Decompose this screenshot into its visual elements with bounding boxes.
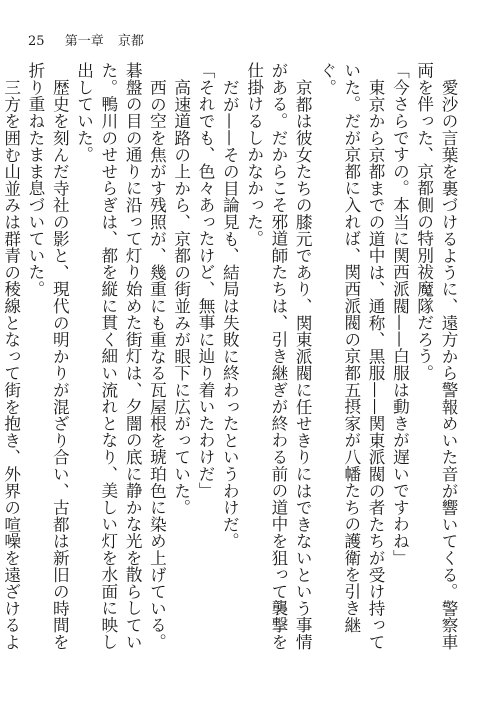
dialogue-line: 「今さらですの。本当に関西派閥——白服は動きが遅いですわね」	[390, 62, 410, 566]
paragraph: 愛沙の言葉を裏づけるように、遠方から警報めいた音が響いてくる。警察車両を伴った、京都側の特別祓魔隊だろう。	[414, 62, 458, 650]
paragraph: 歴史を刻んだ寺社の影と、現代の明かりが混ざり合い、古都は新旧の時間を折り重ねたまま息づいていた。	[25, 62, 70, 650]
dialogue-line: 「それでも、色々あったけど、無事に辿り着いたわけだ」	[196, 62, 216, 499]
paragraph: だが——その目論見も、結局は失敗に終わったというわけだ。	[220, 78, 240, 549]
paragraph: 東京から京都までの道中は、通称、黒服——関東派閥の者たちが受け持っていた。だが京都に入れば、関西派閥の京都五摂家が八幡たちの護衛を引き継ぐ。	[317, 62, 386, 650]
paragraph: 西の空を焦がす残照が、幾重にも重なる瓦屋根を琥珀色に染め上げている。碁盤の目の通りに沿って灯り始めた街灯は、夕闇の底に静かな光を散らしていた。鴨川のせせらぎは、都を縦に貫く細い流れとなり、美しい灯を水面に映し出していた。	[74, 62, 167, 650]
chapter-title: 京都	[117, 34, 144, 49]
page-number: 25	[28, 34, 45, 49]
paragraph: 高速道路の上から、京都の街並みが眼下に広がっていた。	[171, 78, 191, 516]
paragraph: 三方を囲む山並みは群青の稜線となって街を抱き、外界の喧噪を遠ざけるよ	[1, 78, 21, 650]
novel-body-text	[1, 62, 460, 662]
page-header	[28, 34, 144, 50]
chapter-label: 第一章	[64, 34, 104, 49]
paragraph: 京都は彼女たちの膝元であり、関東派閥に任せきりにはできないという事情がある。だからこそ邪道師たちは、引き継ぎが終わる前の道中を狙って襲撃を仕掛けるしかなかった。	[244, 62, 313, 650]
